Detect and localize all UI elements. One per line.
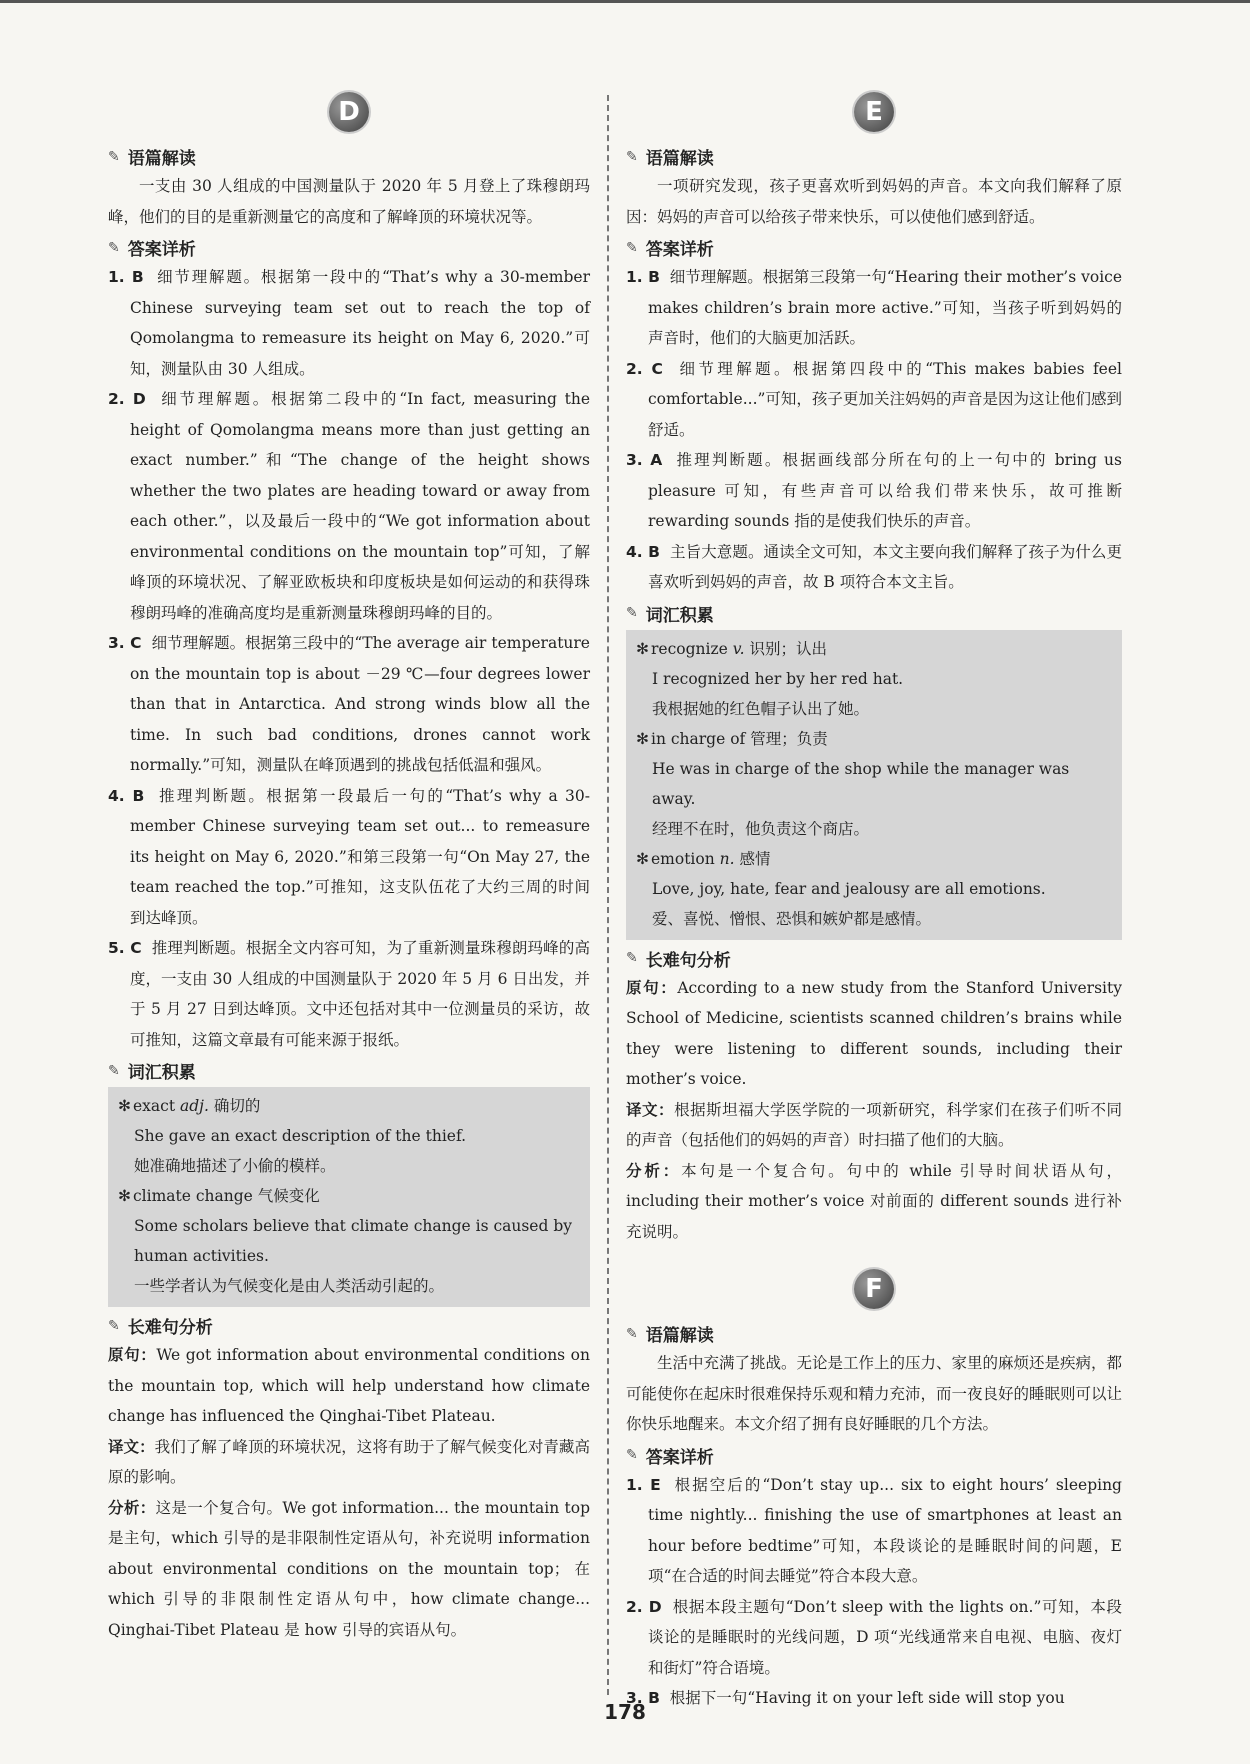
vocab-translation: 我根据她的红色帽子认出了她。 (652, 699, 870, 718)
answer-item: 3. B 根据下一句“Having it on your left side will stop you (626, 1689, 1065, 1707)
original-sentence: 原句：We got information about environmental conditions on the mountain top, which will help understand how climate change has influenced the Qinghai-Tibet Plateau. (108, 1346, 590, 1425)
answer-item: 4. B 推理判断题。根据第一段最后一句的“That’s why a 30-member Chinese surveying team set out... to remeasure its height on May 6, 2020.”和第三段第一句“On May 27, the team reached the top.”可推知，这支队伍花了大约三周的时间到达峰顶。 (108, 786, 590, 927)
vocab-example: Some scholars believe that climate change is caused by human activities. (134, 1217, 573, 1265)
sentence-heading-label: 长难句分析 (127, 1318, 213, 1338)
pencil-icon: ✎ (626, 1447, 638, 1463)
answer-list (626, 262, 1122, 598)
sentence-heading (626, 946, 1122, 971)
answers-heading (626, 1443, 1122, 1468)
reading-heading-label: 语篇解读 (127, 149, 196, 169)
vocab-translation: 爱、喜悦、憎恨、恐惧和嫉妒都是感情。 (652, 909, 932, 928)
scan-edge (0, 0, 1250, 3)
answer-item: 3. A 推理判断题。根据画线部分所在句的上一句中的 bring us pleasure 可知，有些声音可以给我们带来快乐，故可推断 rewarding sounds 指的是使我们快乐的声音。 (626, 451, 1122, 530)
vocab-term: ✻ emotion n. 感情 (636, 849, 771, 868)
reading-text: 一项研究发现，孩子更喜欢听到妈妈的声音。本文向我们解释了原因：妈妈的声音可以给孩子带来快乐，可以使他们感到舒适。 (626, 177, 1122, 226)
sentence-analysis (108, 1340, 590, 1645)
pencil-icon: ✎ (108, 1062, 120, 1079)
translation-sentence: 译文：我们了解了峰顶的环境状况，这将有助于了解气候变化对青藏高原的影响。 (108, 1437, 590, 1486)
answers-heading (626, 235, 1122, 260)
vocab-example: I recognized her by her red hat. (652, 669, 904, 688)
vocab-translation: 她准确地描述了小偷的模样。 (134, 1157, 336, 1175)
asterisk-icon: ✻ (636, 849, 649, 868)
sentence-analysis (626, 973, 1122, 1248)
analysis-sentence: 分析：本句是一个复合句。句中的 while 引导时间状语从句，including their mother’s voice 对前面的 different sounds 进行补充说明。 (626, 1161, 1122, 1241)
asterisk-icon: ✻ (636, 729, 649, 748)
vocab-heading (626, 601, 1122, 626)
reading-heading-label: 语篇解读 (645, 149, 714, 169)
answers-heading-label: 答案详析 (645, 240, 714, 260)
answer-item: 4. B 主旨大意题。通读全文可知，本文主要向我们解释了孩子为什么更喜欢听到妈妈的声音，故 B 项符合本文主旨。 (626, 542, 1122, 591)
answer-item: 5. C 推理判断题。根据全文内容可知，为了重新测量珠穆朗玛峰的高度，一支由 30 人组成的中国测量队于 2020 年 5 月 6 日出发，并于 5 月 27 日到达峰顶。文中还包括对其中一位测量员的采访，故可推知，这篇文章最有可能来源于报纸。 (108, 939, 590, 1049)
pencil-icon: ✎ (108, 239, 120, 256)
vocab-box (108, 1087, 590, 1307)
sentence-heading-label: 长难句分析 (645, 950, 731, 971)
vocab-heading (108, 1058, 590, 1083)
translation-sentence: 译文：根据斯坦福大学医学院的一项新研究，科学家们在孩子们听不同的声音（包括他们的妈妈的声音）时扫描了他们的大脑。 (626, 1100, 1122, 1149)
pencil-icon: ✎ (626, 605, 638, 621)
original-sentence: 原句：According to a new study from the Stanford University School of Medicine, scientists scanned children’s brains while they were listening to different sounds, including their mother’s voice. (626, 978, 1122, 1088)
answers-heading (108, 235, 590, 260)
answer-list (108, 262, 590, 1055)
asterisk-icon: ✻ (118, 1097, 131, 1115)
column-divider (607, 95, 609, 1695)
answer-item: 2. C 细节理解题。根据第四段中的“This makes babies feel comfortable...”可知，孩子更加关注妈妈的声音是因为这让他们感到舒适。 (626, 359, 1122, 439)
answer-item: 1. B 细节理解题。根据第一段中的“That’s why a 30-member Chinese surveying team set out to reach the top of Qomolangma to remeasure its height on May 6, 2020.”可知，测量队由 30 人组成。 (108, 268, 590, 378)
vocab-term: ✻ climate change 气候变化 (118, 1187, 320, 1205)
reading-heading (626, 1321, 1122, 1346)
answer-item: 2. D 细节理解题。根据第二段中的“In fact, measuring the height of Qomolangma means more than just getting an exact number.”和“The change of the height shows whether the two plates are heading toward or away from each other.”，以及最后一段中的“We got information about environmental conditions on the mountain top”可知，了解峰顶的环境状况、了解亚欧板块和印度板块是如何运动的和获得珠穆朗玛峰的准确高度均是重新测量珠穆朗玛峰的目的。 (108, 390, 590, 622)
badge-d-wrap (108, 92, 590, 140)
answers-heading-label: 答案详析 (645, 1447, 714, 1468)
pencil-icon: ✎ (626, 1325, 638, 1342)
answer-item: 2. D 根据本段主题句“Don’t sleep with the lights on.”可知，本段谈论的是睡眠时的光线问题，D 项“光线通常来自电视、电脑、夜灯和街灯”符合语境。 (626, 1597, 1123, 1677)
answers-heading-label: 答案详析 (127, 240, 196, 260)
answer-item: 1. E 根据空后的“Don’t stay up... six to eight hours’ sleeping time nightly... finishing the use of smartphones at least an hour before bedtime”可知，本段谈论的是睡眠时间的问题，E 项“在合适的时间去睡觉”符合本段大意。 (626, 1475, 1122, 1585)
badge-f-wrap (626, 1269, 1122, 1317)
vocab-box (626, 630, 1122, 940)
reading-heading (626, 144, 1122, 169)
right-column (626, 92, 1122, 1714)
badge-e-wrap (626, 92, 1122, 140)
vocab-term: ✻ in charge of 管理；负责 (636, 729, 828, 748)
vocab-example: He was in charge of the shop while the manager was away. (652, 759, 1070, 808)
pencil-icon: ✎ (108, 148, 120, 165)
section-badge-f: F (854, 1269, 894, 1309)
asterisk-icon: ✻ (636, 639, 649, 658)
reading-heading (108, 144, 590, 169)
reading-text: 生活中充满了挑战。无论是工作上的压力、家里的麻烦还是疾病，都可能使你在起床时很难保持乐观和精力充沛，而一夜良好的睡眠则可以让你快乐地醒来。本文介绍了拥有良好睡眠的几个方法。 (626, 1354, 1123, 1433)
vocab-example: She gave an exact description of the thief. (134, 1127, 467, 1145)
vocab-term: ✻ recognize v. 识别；认出 (636, 639, 828, 658)
pencil-icon: ✎ (626, 239, 638, 256)
vocab-translation: 一些学者认为气候变化是由人类活动引起的。 (134, 1277, 445, 1295)
page-number: 178 (604, 1700, 646, 1724)
vocab-heading-label: 词汇积累 (127, 1063, 196, 1083)
vocab-heading-label: 词汇积累 (645, 605, 714, 626)
reading-heading-label: 语篇解读 (645, 1326, 714, 1346)
vocab-example: Love, joy, hate, fear and jealousy are all emotions. (652, 879, 1046, 898)
vocab-term: ✻ exact adj. 确切的 (118, 1097, 261, 1115)
analysis-sentence: 分析：这是一个复合句。We got information... the mountain top 是主句，which 引导的是非限制性定语从句，补充说明 information about environmental conditions on the mountain top；在 which 引导的非限制性定语从句中，how climate change... Qinghai-Tibet Plateau 是 how 引导的宾语从句。 (108, 1498, 590, 1639)
section-badge-e: E (854, 92, 894, 132)
sentence-heading (108, 1313, 590, 1338)
answer-item: 1. B 细节理解题。根据第三段第一句“Hearing their mother’s voice makes children’s brain more active.”可知，当孩子听到妈妈的声音时，他们的大脑更加活跃。 (626, 268, 1123, 347)
vocab-translation: 经理不在时，他负责这个商店。 (652, 819, 870, 838)
answer-item: 3. C 细节理解题。根据第三段中的“The average air temperature on the mountain top is about －29 ℃—four degrees lower than that in Antarctica. And strong winds blow all the time. In such bad conditions, drones cannot work normally.”可知，测量队在峰顶遇到的挑战包括低温和强风。 (108, 634, 590, 774)
asterisk-icon: ✻ (118, 1187, 131, 1205)
section-badge-d: D (329, 92, 369, 132)
answer-list (626, 1470, 1122, 1714)
pencil-icon: ✎ (626, 950, 638, 966)
pencil-icon: ✎ (626, 148, 638, 165)
pencil-icon: ✎ (108, 1317, 120, 1334)
reading-text: 一支由 30 人组成的中国测量队于 2020 年 5 月登上了珠穆朗玛峰，他们的目的是重新测量它的高度和了解峰顶的环境状况等。 (108, 177, 590, 226)
left-column (108, 92, 590, 1645)
